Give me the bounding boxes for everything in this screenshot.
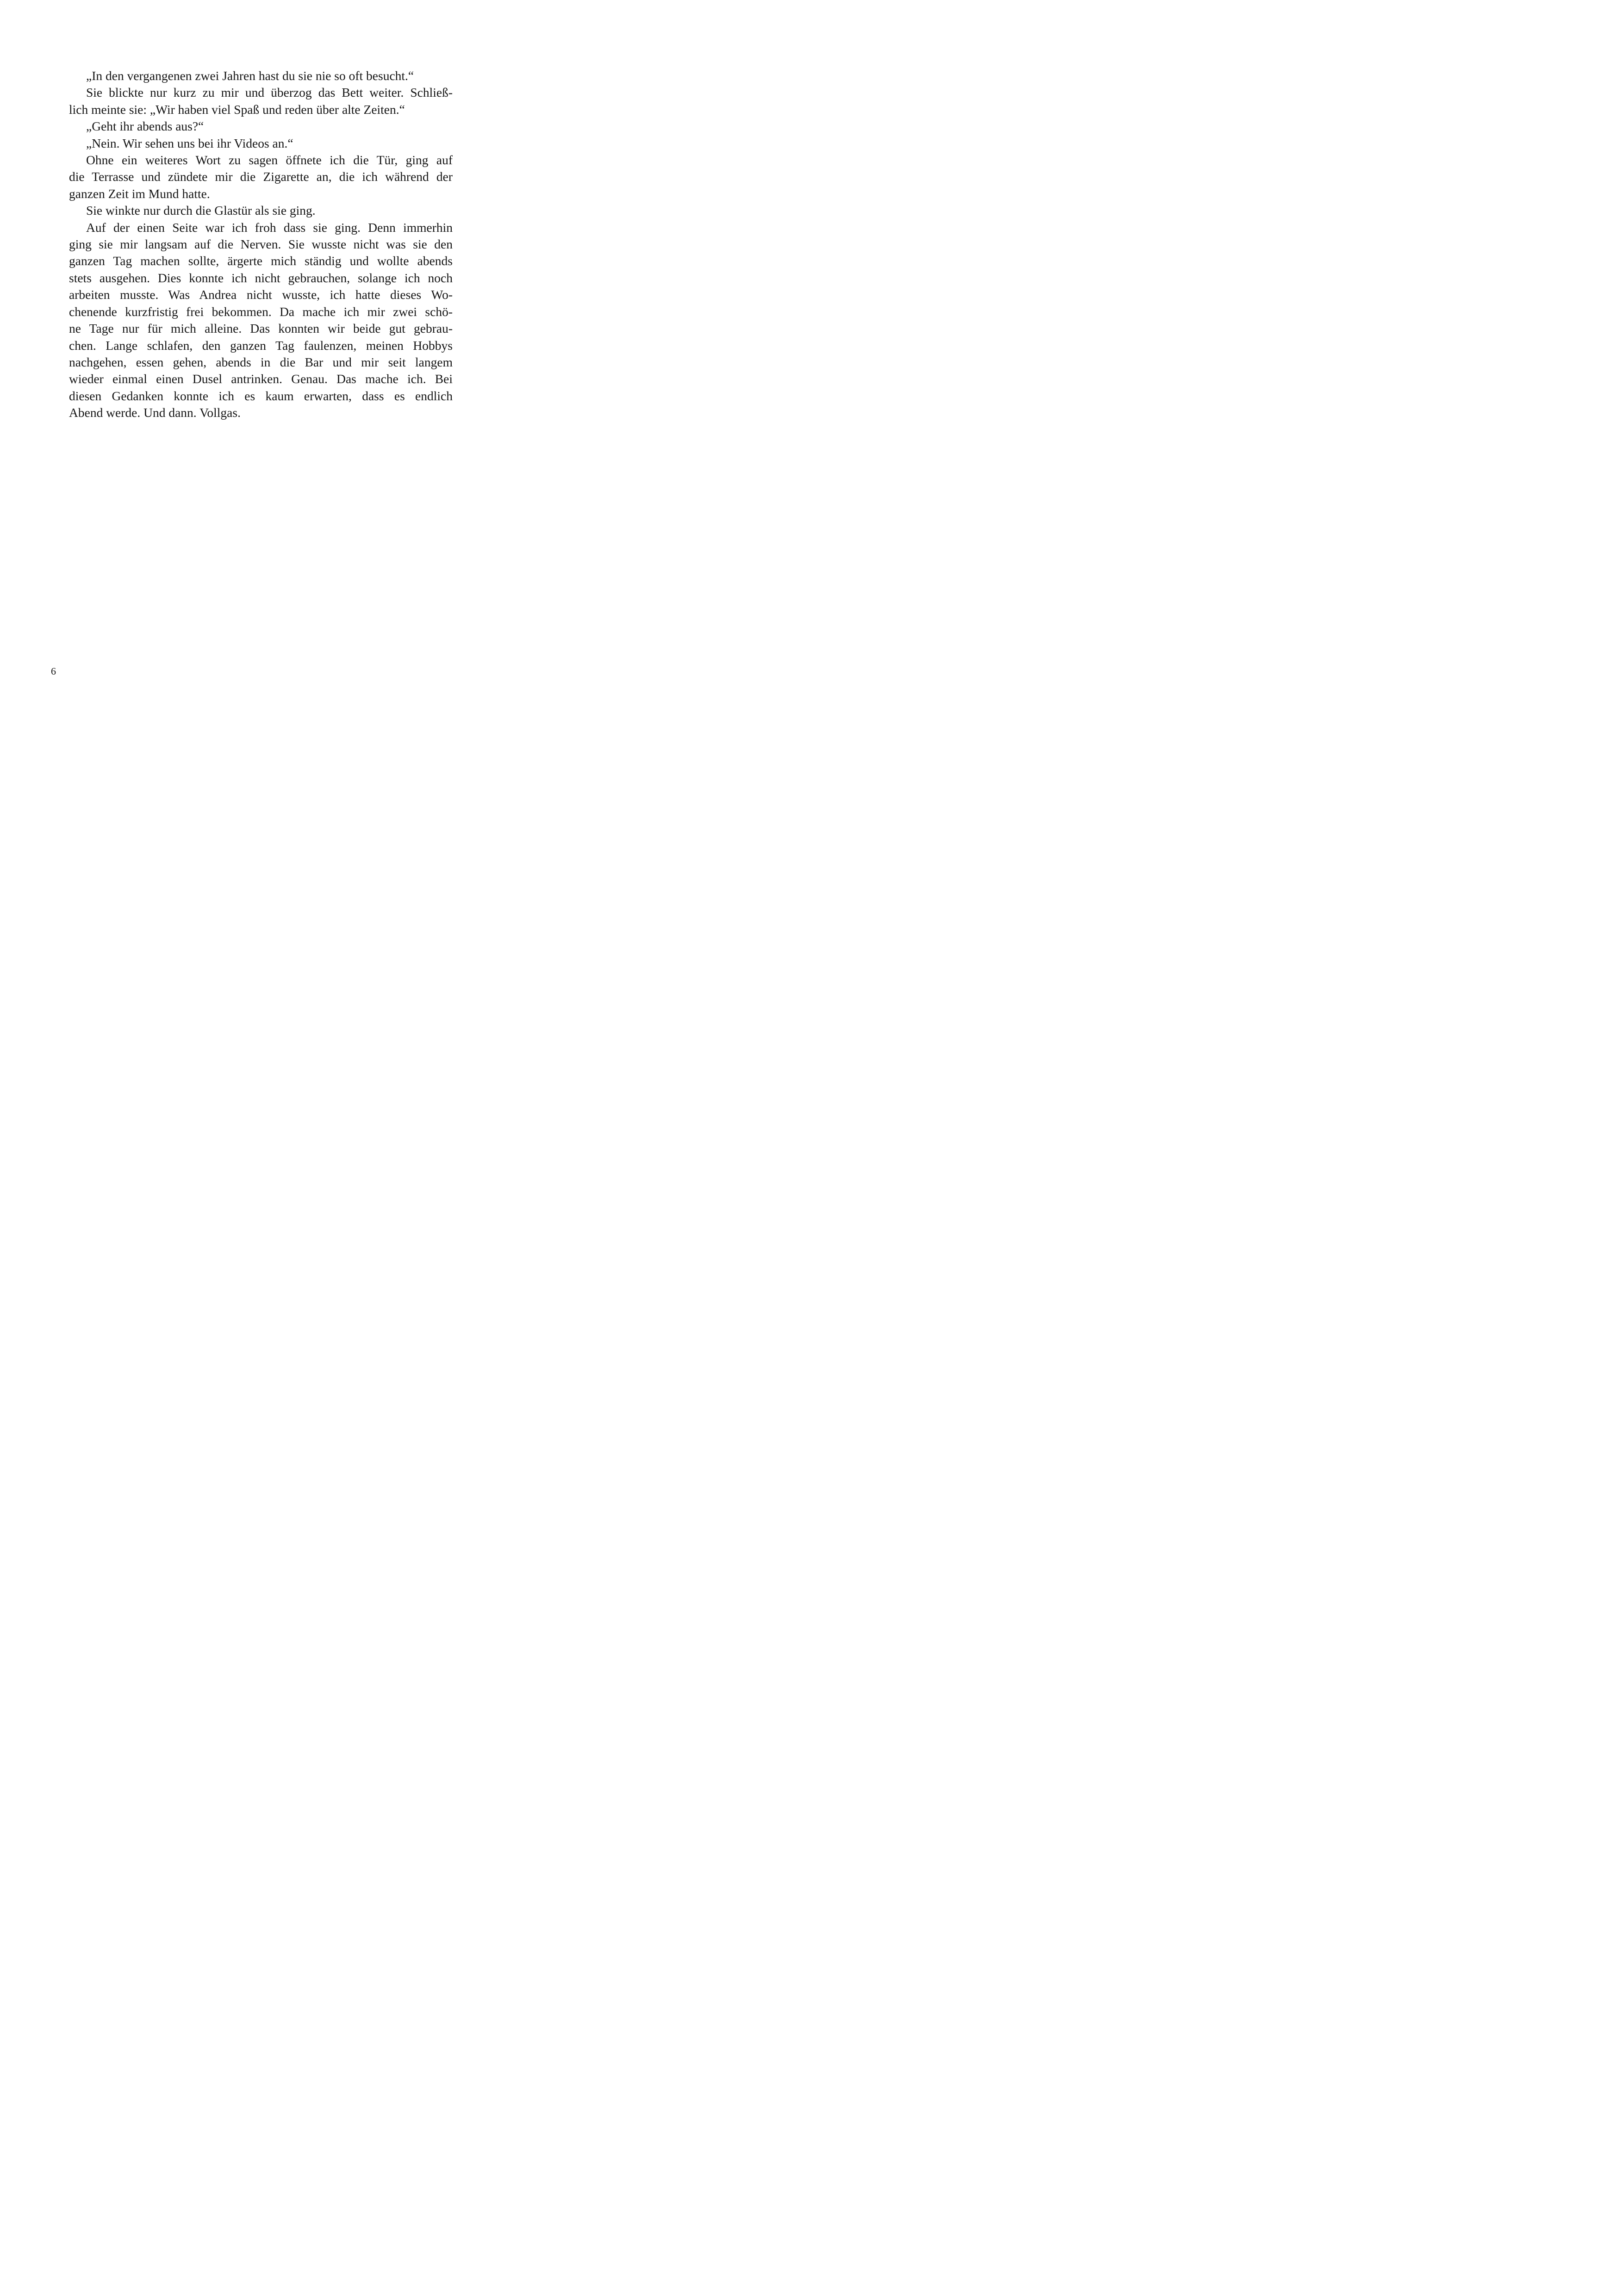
text-line: ganzen Tag machen sollte, ärgerte mich ständig und wollte abends (69, 254, 453, 268)
text-line: lich meinte sie: „Wir haben viel Spaß und reden über alte Zeiten.“ (69, 102, 405, 117)
paragraph-5 (52, 152, 453, 202)
text-line: nachgehen, essen gehen, abends in die Bar und mir seit langem (69, 354, 453, 369)
paragraph-4 (52, 135, 453, 152)
paragraph-7 (52, 219, 453, 422)
text-line: „In den vergangenen zwei Jahren hast du sie nie so oft besucht.“ (86, 68, 414, 83)
text-line: Abend werde. Und dann. Vollgas. (69, 405, 241, 420)
text-line: die Terrasse und zündete mir die Zigarette an, die ich während der (69, 169, 453, 184)
text-line: stets ausgehen. Dies konnte ich nicht gebrauchen, solange ich noch (69, 270, 453, 285)
text-line: diesen Gedanken konnte ich es kaum erwarten, dass es endlich (69, 388, 453, 403)
text-line: ganzen Zeit im Mund hatte. (69, 186, 210, 201)
text-line: „Geht ihr abends aus?“ (86, 119, 204, 134)
paragraph-6 (52, 202, 453, 219)
paragraph-2 (52, 84, 453, 118)
paragraph-3 (52, 118, 453, 135)
text-line: „Nein. Wir sehen uns bei ihr Videos an.“ (86, 136, 293, 150)
text-line: chenende kurzfristig frei bekommen. Da mache ich mir zwei schö- (69, 304, 453, 319)
body-text (52, 68, 453, 422)
text-line: wieder einmal einen Dusel antrinken. Genau. Das mache ich. Bei (69, 372, 453, 386)
page-number: 6 (51, 665, 56, 677)
text-line: Auf der einen Seite war ich froh dass sie ging. Denn immerhin (86, 220, 453, 235)
text-line: chen. Lange schlafen, den ganzen Tag faulenzen, meinen Hobbys (69, 338, 453, 353)
text-line: Sie winkte nur durch die Glastür als sie ging. (86, 203, 316, 218)
paragraph-1 (52, 68, 453, 84)
text-line: arbeiten musste. Was Andrea nicht wusste, ich hatte dieses Wo- (69, 287, 453, 302)
text-line: Ohne ein weiteres Wort zu sagen öffnete ich die Tür, ging auf (86, 153, 453, 168)
text-line: Sie blickte nur kurz zu mir und überzog das Bett weiter. Schließ- (86, 85, 453, 100)
book-page (0, 0, 509, 720)
text-line: ging sie mir langsam auf die Nerven. Sie wusste nicht was sie den (69, 237, 453, 252)
text-line: ne Tage nur für mich alleine. Das konnten wir beide gut gebrau- (69, 321, 453, 336)
